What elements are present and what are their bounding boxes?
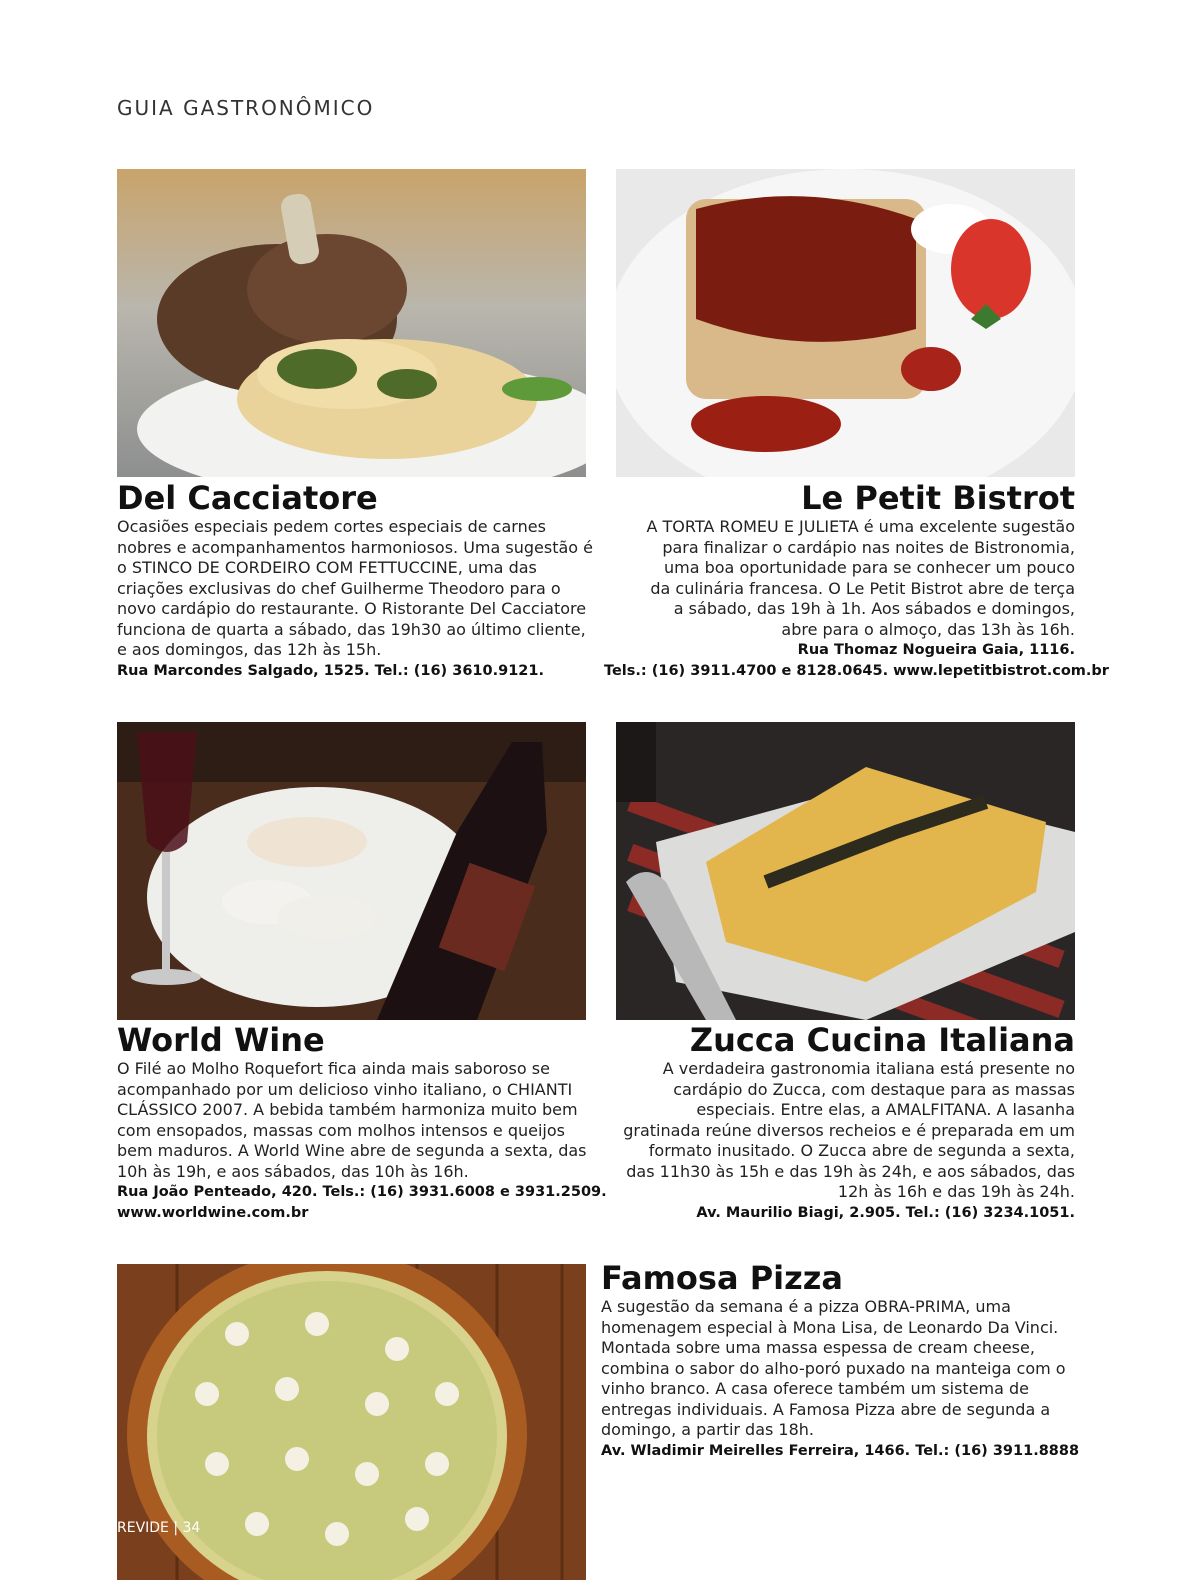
restaurant-description: Ocasiões especiais pedem cortes especiais de carnes nobres e acompanhamentos harmoniosos. Uma sugestão é o STINCO DE CORDEIRO COM FETTUCCINE, uma das criações exclusivas do chef Guilherme Theodoro para o novo cardápio do restaurante. O Ristorante Del Cacciatore funciona de quarta a sábado, das 19h30 ao último cliente, e aos domingos, das 12h às 15h. xyxy=(117,517,594,659)
restaurant-name: Del Cacciatore xyxy=(117,479,378,517)
restaurant-description: A TORTA ROMEU E JULIETA é uma excelente sugestão para finalizar o cardápio nas noites de Bistronomia, uma boa oportunidade para se conhecer um pouco da culinária francesa. O Le Petit Bistrot abre de terça a sábado, das 19h à 1h. Aos sábados e domingos, abre para o almoço, das 13h às 16h. xyxy=(646,517,1075,639)
restaurant-address: Av. Wladimir Meirelles Ferreira, 1466. Tel.: (16) 3911.8888 xyxy=(601,1442,1080,1459)
restaurant-description: A sugestão da semana é a pizza OBRA-PRIMA, uma homenagem especial à Mona Lisa, de Leonardo Da Vinci. Montada sobre uma massa espessa de cream cheese, combina o sabor do alho-poró puxado na manteiga com o vinho branco. A casa oferece também um sistema de entregas individuais. A Famosa Pizza abre de segunda a domingo, a partir das 18h. xyxy=(601,1297,1066,1439)
restaurant-name: Le Petit Bistrot xyxy=(801,479,1075,517)
restaurant-world-wine xyxy=(117,1021,607,1224)
restaurant-name: Zucca Cucina Italiana xyxy=(689,1021,1075,1059)
restaurant-address: Rua Thomaz Nogueira Gaia, 1116. xyxy=(797,642,1075,658)
restaurant-website: www.worldwine.com.br xyxy=(117,1205,309,1221)
photo-world-wine-dish xyxy=(117,722,586,1020)
restaurant-address: Rua João Penteado, 420. Tels.: (16) 3931.6008 e 3931.2509. xyxy=(117,1184,607,1200)
restaurant-contact: Tels.: (16) 3911.4700 e 8128.0645. www.lepetitbistrot.com.br xyxy=(604,663,1109,679)
photo-zucca-dish xyxy=(616,722,1075,1020)
photo-le-petit-bistrot-dish xyxy=(616,169,1075,477)
restaurant-name: Famosa Pizza xyxy=(601,1259,843,1297)
section-title: GUIA GASTRONÔMICO xyxy=(117,96,375,120)
restaurant-address: Rua Marcondes Salgado, 1525. Tel.: (16) 3610.9121. xyxy=(117,662,544,679)
restaurant-zucca xyxy=(616,1021,1075,1224)
page-number: REVIDE | 34 xyxy=(117,1520,201,1536)
restaurant-del-cacciatore xyxy=(117,479,595,682)
restaurant-name: World Wine xyxy=(117,1021,325,1059)
restaurant-le-petit-bistrot xyxy=(604,479,1109,682)
restaurant-description: O Filé ao Molho Roquefort fica ainda mais saboroso se acompanhado por um delicioso vinho italiano, o CHIANTI CLÁSSICO 2007. A bebida também harmoniza muito bem com ensopados, massas com molhos intensos e queijos bem maduros. A World Wine abre de segunda a sexta, das 10h às 19h, e aos sábados, das 10h às 16h. xyxy=(117,1059,587,1181)
restaurant-description: A verdadeira gastronomia italiana está presente no cardápio do Zucca, com destaque para as massas especiais. Entre elas, a AMALFITANA. A lasanha gratinada reúne diversos recheios e é preparada em um formato inusitado. O Zucca abre de segunda a sexta, das 11h30 às 15h e das 19h às 24h, e aos sábados, das 12h às 16h e das 19h às 24h. xyxy=(623,1059,1075,1201)
photo-del-cacciatore-dish xyxy=(117,169,586,477)
restaurant-famosa-pizza xyxy=(601,1259,1080,1462)
restaurant-address: Av. Maurilio Biagi, 2.905. Tel.: (16) 3234.1051. xyxy=(696,1204,1075,1221)
